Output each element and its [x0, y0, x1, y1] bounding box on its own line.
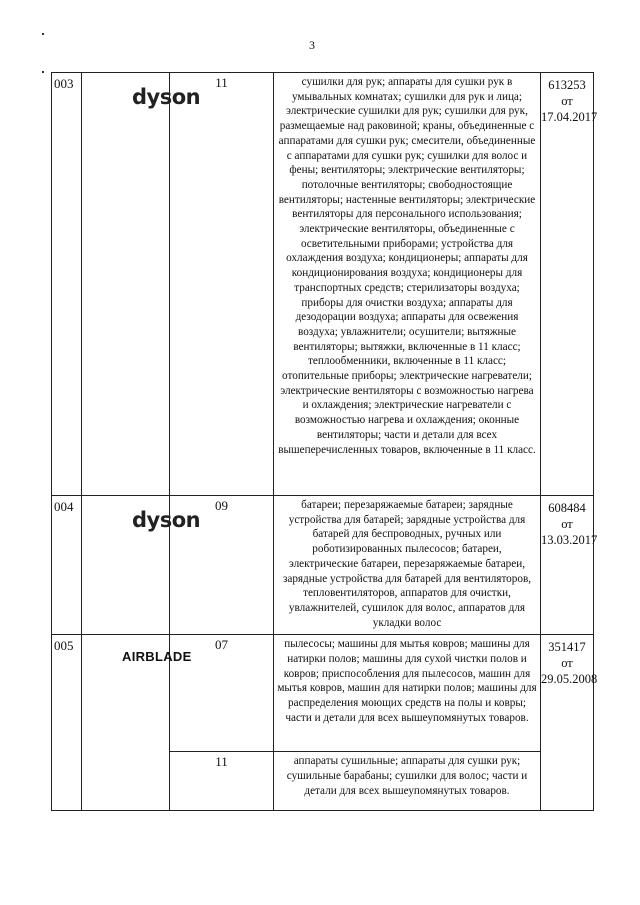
nice-class: 11: [170, 752, 274, 811]
row-number: 005: [52, 635, 82, 811]
airblade-logo: AIRBLADE: [122, 649, 192, 665]
trademark-cell: [82, 496, 201, 635]
dyson-logo: dyson: [132, 508, 201, 532]
row-number: 004: [52, 496, 82, 635]
trademark-cell: [82, 73, 201, 496]
registration-date: 17.04.2017: [541, 110, 598, 124]
scan-speck: [42, 71, 44, 73]
goods-list: сушилки для рук; аппараты для сушки рук в умывальных комнатах; сушилки для рук и лица; электрические сушилки для рук; сушилки для рук, размещаемые над раковиной; краны, объединенные с аппаратами для сушки рук; смесители, объединенные с аппаратами для сушки рук; сушилки для волос и фены; вентиляторы; электрические вентиляторы; потолочные вентиляторы; свободностоящие вентиляторы; настенные вентиляторы; электрические вентиляторы для персонального использования; электрические вентиляторы, объединенные с осветительными приборами; устройства для охлаждения воздуха; кондиционеры; аппараты для кондиционирования воздуха; кондиционеры для транспортных средств; стерилизаторы воздуха; приборы для очистки воздуха; аппараты для дезодорации воздуха; аппараты для освежения воздуха; увлажнители; осушители; вытяжные вентиляторы; вытяжки, включенные в 11 класс; теплообменники, включенные в 11 класс; отопительные приборы; электрические нагреватели; электрические вентиляторы с возможностью нагрева и охлаждения; электрические нагреватели с возможностью нагрева и охлаждения; оконные вентиляторы; части и детали для всех вышеперечисленных товаров, включенные в 11 класс.: [274, 73, 541, 496]
registration-from: от: [561, 517, 573, 531]
goods-list: батареи; перезаряжаемые батареи; зарядные устройства для батарей; зарядные устройства для батарей для беспроводных, ручных или роботизированных пылесосов; батареи, электрические батареи, перезаряжаемые батареи, зарядные устройства для батарей для вентиляторов, тепловентиляторов, аппаратов для очистки, увлажнителей, сушилок для волос, аппаратов для укладки волос: [274, 496, 541, 635]
dyson-logo: dyson: [132, 85, 201, 109]
registration-cell: [541, 73, 598, 496]
table-row: [52, 73, 594, 496]
registration-date: 13.03.2017: [541, 533, 598, 547]
trademark-cell: [82, 635, 192, 811]
table-row: [52, 496, 594, 635]
nice-class: 07: [170, 635, 274, 752]
nice-class: 11: [170, 73, 274, 496]
table-row: [52, 635, 594, 752]
page-number: 3: [309, 38, 315, 52]
registration-from: от: [561, 94, 573, 108]
registration-from: от: [561, 656, 573, 671]
row-number: 003: [52, 73, 82, 496]
registration-cell: [541, 496, 598, 635]
scan-speck: [42, 33, 44, 35]
goods-list: пылесосы; машины для мытья ковров; машины для натирки полов; машины для сухой чистки полов и ковров; приспособления для пылесосов, машин для мытья ковров, машин для натирки полов; машины для распределения моющих средств на полы и ковры; части и детали для всех вышеупомянутых товаров.: [274, 635, 541, 752]
nice-class: 09: [170, 496, 274, 635]
registration-number: 613253: [548, 78, 586, 92]
registration-number: 351417: [548, 640, 586, 655]
registration-date: 29.05.2008: [541, 672, 598, 687]
trademark-table: [51, 72, 598, 811]
registration-number: 608484: [548, 501, 586, 515]
registration-cell: [541, 635, 598, 811]
goods-list: аппараты сушильные; аппараты для сушки рук; сушильные барабаны; сушилки для волос; части и детали для всех вышеупомянутых товаров.: [274, 752, 541, 811]
